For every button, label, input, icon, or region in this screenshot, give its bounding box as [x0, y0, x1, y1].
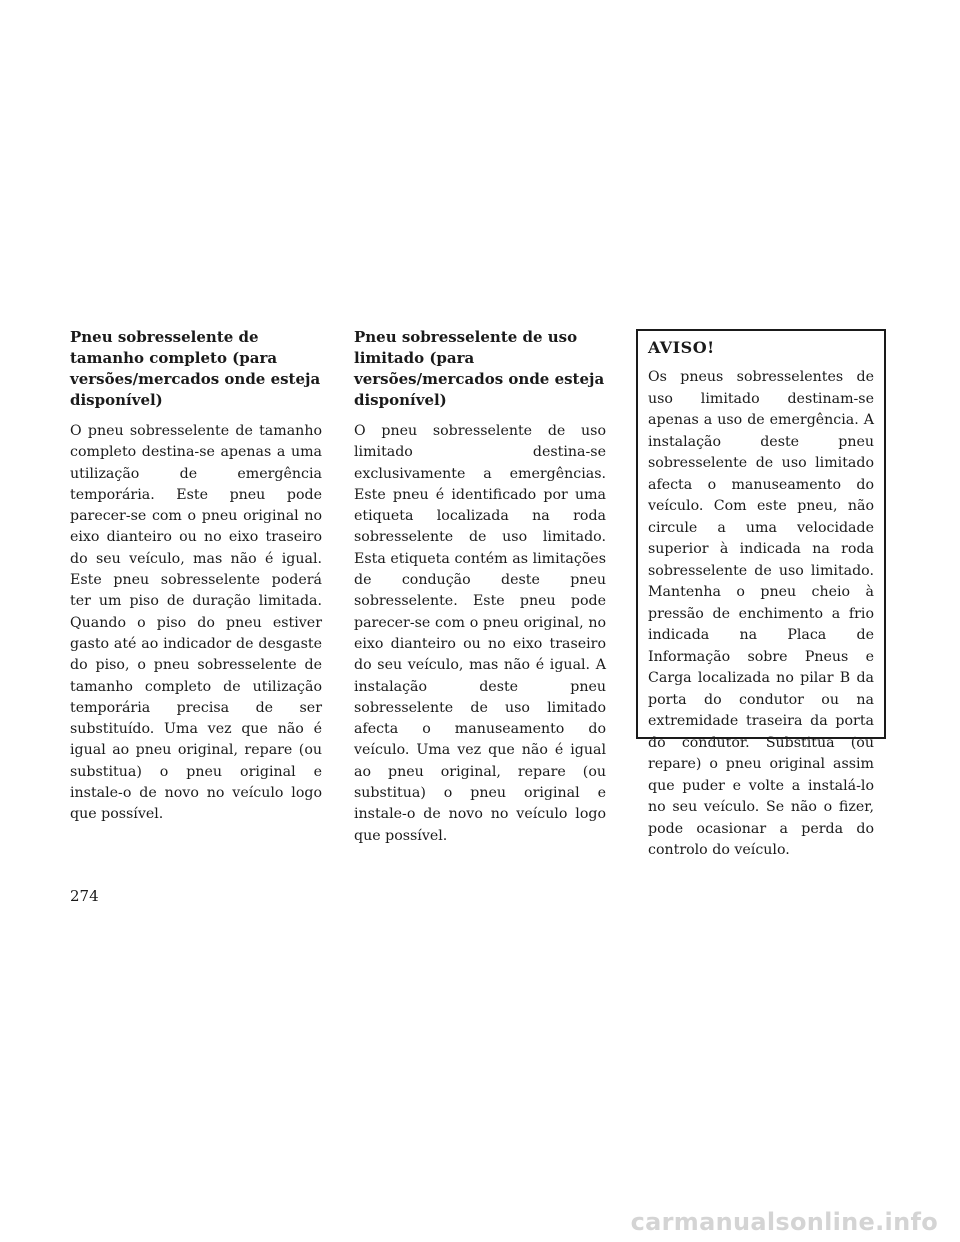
section-heading-limited-use-spare: Pneu sobresselente de uso limitado (para versões/mercados onde esteja disponível)	[354, 328, 605, 409]
page-number: 274	[70, 887, 99, 905]
section-body-limited-use-spare: O pneu sobresselente de uso limitado destina-se exclusivamente a emergências. Este pneu é identificado por uma etiqueta localizada na roda sobresselente de uso limitado. Esta etiqueta contém as limitações de condução deste pneu sobresselente. Este pneu pode parecer-se com o pneu original, no eixo dianteiro ou no eixo traseiro do seu veículo, mas não é igual. A instalação deste pneu sobresselente de uso limitado afecta o manuseamento do veículo. Uma vez que não é igual ao pneu original, repare (ou substitua) o pneu original e instale-o de novo no veículo logo que possível.	[354, 423, 606, 844]
warning-title: AVISO!	[648, 338, 715, 357]
middle-column	[354, 327, 606, 847]
warning-body: Os pneus sobresselentes de uso limitado destinam-se apenas a uso de emergência. A instalação deste pneu sobresselente de uso limitado afecta o manuseamento do veículo. Com este pneu, não circule a uma velocidade superior à indicada na roda sobresselente de uso limitado. Mantenha o pneu cheio à pressão de enchimento a frio indicada na Placa de Informação sobre Pneus e Carga localizada no pilar B da porta do condutor ou na extremidade traseira da porta do condutor. Substitua (ou repare) o pneu original assim que puder e volte a instalá-lo no seu veículo. Se não o fizer, pode ocasionar a perda do controlo do veículo.	[648, 369, 874, 858]
warning-box	[636, 329, 886, 858]
left-column	[70, 327, 322, 826]
section-body-full-size-spare: O pneu sobresselente de tamanho completo destina-se apenas a uma utilização de emergência temporária. Este pneu pode parecer-se com o pneu original no eixo dianteiro ou no eixo traseiro do seu veículo, mas não é igual. Este pneu sobresselente poderá ter um piso de duração limitada. Quando o piso do pneu estiver gasto até ao indicador de desgaste do piso, o pneu sobresselente de tamanho completo de utilização temporária precisa de ser substituído. Uma vez que não é igual ao pneu original, repare (ou substitua) o pneu original e instale-o de novo no veículo logo que possível.	[70, 423, 322, 823]
watermark: carmanualsonline.info	[630, 1208, 938, 1236]
section-heading-full-size-spare: Pneu sobresselente de tamanho completo (para versões/mercados onde esteja disponível)	[70, 328, 321, 409]
